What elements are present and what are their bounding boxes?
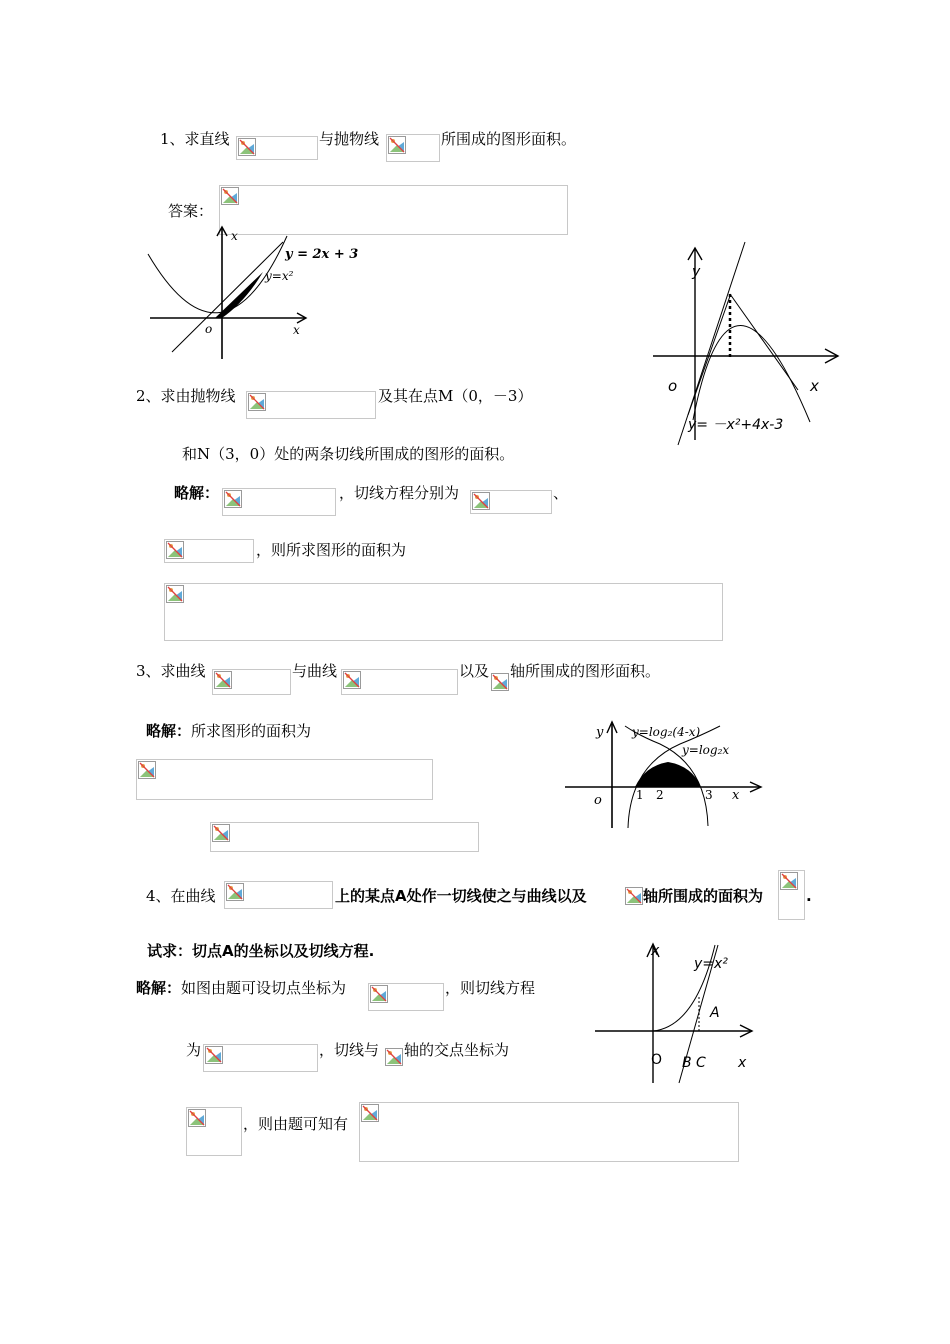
q4-text-i: ，切线与 bbox=[319, 1041, 380, 1059]
broken-image-icon bbox=[212, 824, 230, 842]
q2-brief-label: 略解： bbox=[174, 484, 220, 502]
formula-image bbox=[385, 1048, 403, 1068]
formula-image bbox=[186, 1107, 242, 1156]
axis-label-x: x bbox=[738, 1055, 747, 1071]
broken-image-icon bbox=[221, 187, 239, 205]
q3-text-a: 3、求曲线 bbox=[136, 662, 206, 680]
figure-2-graph bbox=[648, 240, 848, 450]
q2-text-b: 及其在点M（0，－3） bbox=[378, 387, 533, 405]
broken-image-icon bbox=[224, 490, 242, 508]
answer-formula-image bbox=[164, 583, 723, 641]
axis-label-y: x bbox=[651, 943, 660, 959]
broken-image-icon bbox=[238, 138, 256, 156]
broken-image-icon bbox=[188, 1109, 206, 1127]
q1-text-a: 1、求直线 bbox=[160, 130, 230, 148]
formula-image bbox=[222, 488, 336, 516]
point-a-label: A bbox=[710, 1005, 720, 1021]
q4-text-h: 为 bbox=[186, 1041, 202, 1059]
q4-text-g: ，则切线方程 bbox=[445, 979, 536, 997]
origin-label: O bbox=[651, 1052, 663, 1068]
broken-image-icon bbox=[385, 1048, 403, 1066]
q3-text-b: 与曲线 bbox=[292, 662, 338, 680]
broken-image-icon bbox=[472, 492, 490, 510]
formula-image bbox=[491, 673, 509, 693]
q2-text-f: ，则所求图形的面积为 bbox=[256, 541, 407, 559]
q4-text-k: ，则由题可知有 bbox=[243, 1115, 349, 1133]
axis-label-x: x bbox=[810, 377, 819, 395]
origin-label: o bbox=[205, 322, 213, 336]
figure-4-graph bbox=[590, 935, 765, 1085]
formula-image bbox=[224, 881, 333, 909]
broken-image-icon bbox=[343, 671, 361, 689]
q2-text-c: 和N（3，0）处的两条切线所围成的图形的面积。 bbox=[182, 445, 515, 463]
shaded-region bbox=[635, 762, 701, 787]
curve-label: y= －x²+4x-3 bbox=[688, 417, 784, 433]
tick-3: 3 bbox=[705, 788, 713, 802]
point-bc-label: B C bbox=[682, 1055, 706, 1071]
formula-image bbox=[470, 490, 552, 514]
origin-label: o bbox=[668, 377, 678, 395]
label-log-4-x: y=log₂(4-x) bbox=[632, 725, 701, 739]
parabola-label: y=x² bbox=[265, 269, 294, 283]
tick-1: 1 bbox=[636, 788, 644, 802]
formula-image bbox=[236, 136, 318, 160]
answer-formula-image bbox=[359, 1102, 739, 1162]
broken-image-icon bbox=[166, 585, 184, 603]
q4-text-j: 轴的交点坐标为 bbox=[404, 1041, 510, 1059]
q4-brief-row bbox=[136, 978, 346, 998]
broken-image-icon bbox=[166, 541, 184, 559]
formula-image bbox=[210, 822, 479, 852]
q3-text-c: 以及 bbox=[459, 662, 490, 680]
q1-text-b: 与抛物线 bbox=[319, 130, 380, 148]
axis-label-y: y bbox=[596, 725, 604, 740]
broken-image-icon bbox=[226, 883, 244, 901]
formula-image bbox=[386, 134, 440, 162]
formula-image bbox=[778, 870, 805, 920]
broken-image-icon bbox=[138, 761, 156, 779]
q4-text-f: 如图由题可设切点坐标为 bbox=[181, 979, 347, 997]
axis-label-y: y bbox=[692, 264, 701, 280]
formula-image bbox=[203, 1044, 318, 1072]
broken-image-icon bbox=[625, 887, 643, 905]
formula-image bbox=[341, 669, 458, 695]
tick-2: 2 bbox=[656, 788, 664, 802]
q4-text-a: 4、在曲线 bbox=[146, 887, 216, 905]
q2-text-d: ，切线方程分别为 bbox=[339, 484, 460, 502]
q3-brief-label: 略解： bbox=[146, 722, 192, 740]
q2-text-e: 、 bbox=[553, 484, 569, 502]
formula-image bbox=[136, 759, 433, 800]
broken-image-icon bbox=[491, 673, 509, 691]
axis-label-x: x bbox=[293, 323, 300, 337]
origin-label: o bbox=[594, 793, 602, 808]
axis-label-x: x bbox=[732, 788, 740, 803]
axis-label-top: x bbox=[231, 229, 238, 243]
formula-image bbox=[212, 669, 291, 695]
q3-brief-row bbox=[146, 721, 311, 741]
formula-image bbox=[625, 887, 643, 907]
broken-image-icon bbox=[361, 1104, 379, 1122]
q4-text-d: . bbox=[806, 887, 812, 905]
parabola-curve bbox=[693, 325, 810, 422]
broken-image-icon bbox=[248, 393, 266, 411]
q4-text-e: 试求：切点A的坐标以及切线方程. bbox=[147, 942, 375, 960]
q4-text-b: 上的某点A处作一切线使之与曲线以及 bbox=[335, 887, 587, 905]
q1-answer-label: 答案： bbox=[168, 202, 214, 220]
q4-brief-label: 略解： bbox=[136, 979, 182, 997]
tangent-line-n bbox=[730, 294, 798, 390]
line-curve bbox=[172, 242, 283, 352]
broken-image-icon bbox=[205, 1046, 223, 1064]
q4-text-c: 轴所围成的面积为 bbox=[643, 887, 764, 905]
q1-text-c: 所围成的图形面积。 bbox=[441, 130, 577, 148]
q2-text-a: 2、求由抛物线 bbox=[136, 387, 236, 405]
broken-image-icon bbox=[388, 136, 406, 154]
q3-text-e: 所求图形的面积为 bbox=[191, 722, 312, 740]
line-label: y = 2x + 3 bbox=[285, 247, 359, 262]
figure-3-graph bbox=[560, 716, 770, 831]
label-log-x: y=log₂x bbox=[682, 743, 730, 757]
broken-image-icon bbox=[780, 872, 798, 890]
formula-image bbox=[368, 983, 444, 1011]
formula-image bbox=[164, 539, 254, 563]
formula-image bbox=[246, 391, 376, 419]
q3-text-d: 轴所围成的图形面积。 bbox=[510, 662, 661, 680]
figure-1-graph bbox=[145, 222, 375, 362]
broken-image-icon bbox=[214, 671, 232, 689]
broken-image-icon bbox=[370, 985, 388, 1003]
curve-label: y=x² bbox=[694, 956, 728, 972]
